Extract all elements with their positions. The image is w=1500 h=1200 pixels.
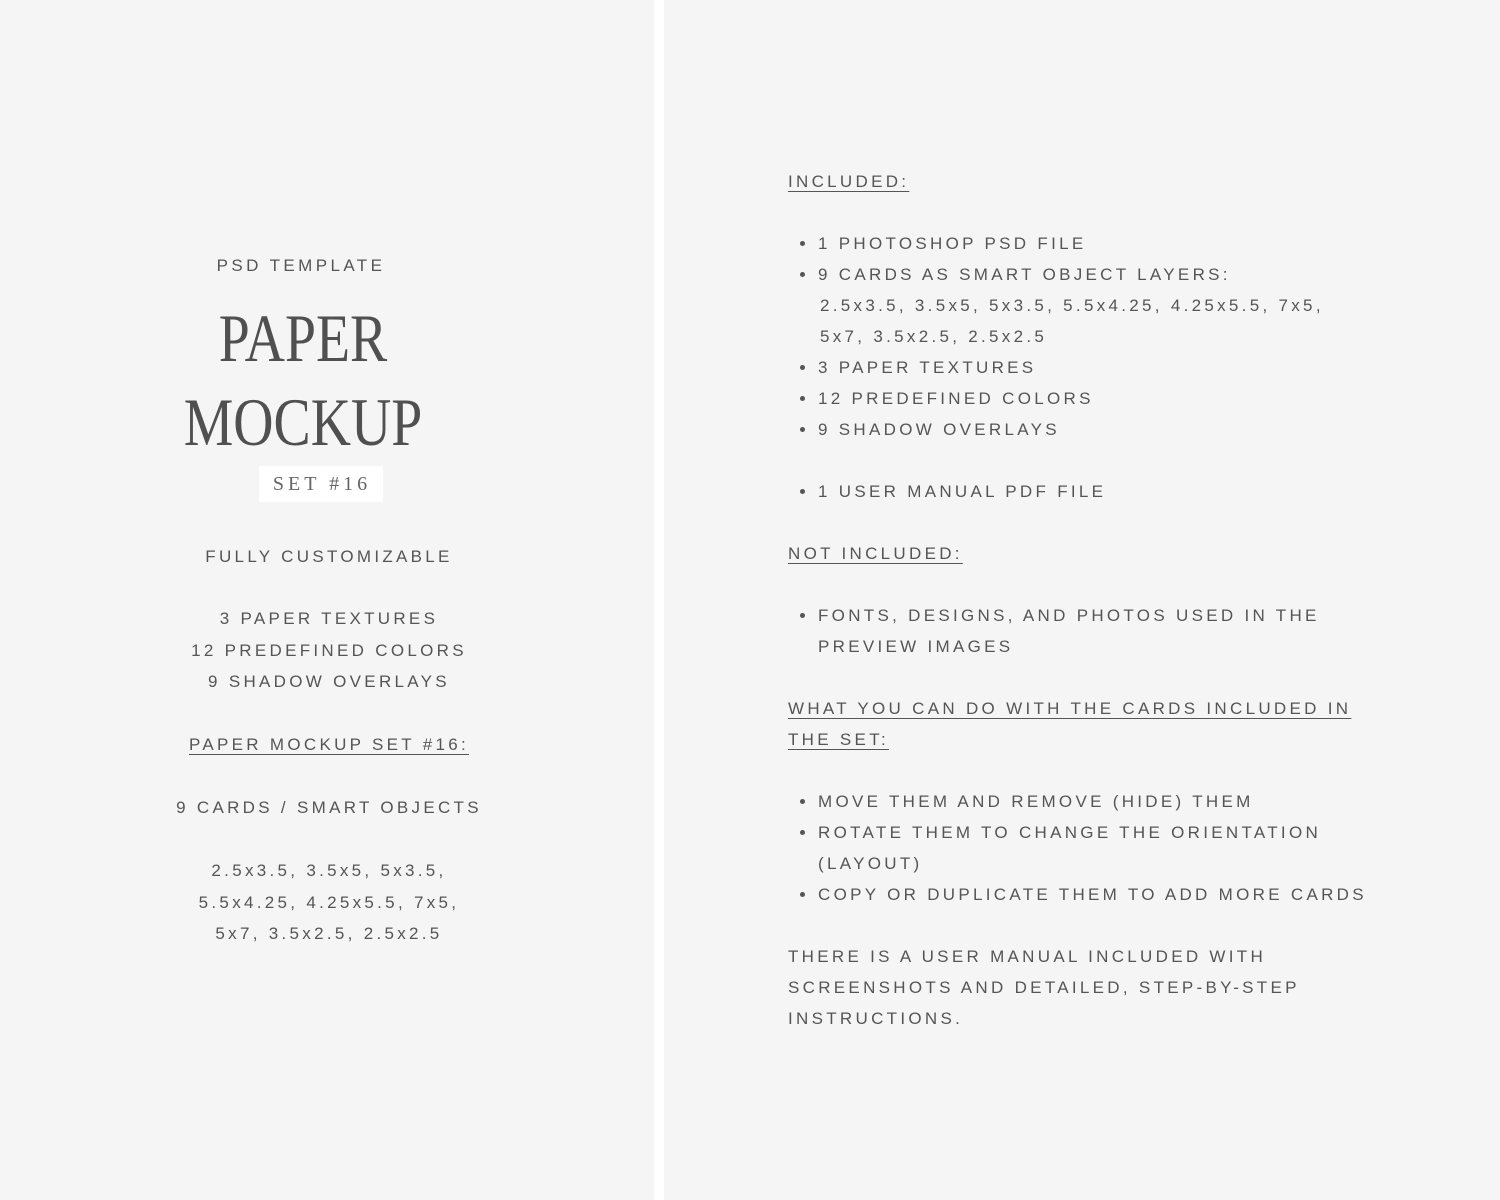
what-item: COPY OR DUPLICATE THEM TO ADD MORE CARDS: [788, 879, 1408, 910]
included-heading: [788, 166, 1408, 197]
manual-note-line: SCREENSHOTS AND DETAILED, STEP-BY-STEP: [788, 978, 1300, 997]
included-size-line: 2.5x3.5, 3.5x5, 5x3.5, 5.5x4.25, 4.25x5.5, 7x5,: [820, 296, 1324, 315]
set-badge: SET #16: [259, 466, 383, 502]
not-included-line: PREVIEW IMAGES: [818, 637, 1014, 656]
what-item-line: ROTATE THEM TO CHANGE THE ORIENTATION: [818, 823, 1322, 842]
not-included-heading-text: NOT INCLUDED:: [788, 544, 963, 563]
size-line: 2.5x3.5, 3.5x5, 5x3.5,: [211, 861, 447, 880]
set-heading: [2, 729, 656, 761]
feature-item: 9 SHADOW OVERLAYS: [208, 672, 450, 691]
feature-item: 12 PREDEFINED COLORS: [191, 640, 467, 660]
included-item: [788, 259, 1408, 352]
size-line: 5.5x4.25, 4.25x5.5, 7x5,: [198, 892, 460, 912]
manual-note-line: THERE IS A USER MANUAL INCLUDED WITH: [788, 947, 1267, 966]
included-heading-text: INCLUDED:: [788, 172, 910, 191]
what-item-line: (LAYOUT): [818, 854, 923, 873]
left-panel: [0, 0, 654, 1200]
included-item: 3 PAPER TEXTURES: [788, 352, 1408, 383]
manual-list: [788, 476, 1408, 507]
what-item: [788, 817, 1408, 879]
manual-note-line: INSTRUCTIONS.: [788, 1009, 964, 1028]
not-included-list: [788, 600, 1408, 662]
what-list: [788, 786, 1408, 910]
cards-line: 9 CARDS / SMART OBJECTS: [176, 798, 482, 817]
included-size-line: 5x7, 3.5x2.5, 2.5x2.5: [820, 327, 1048, 346]
included-item: 9 SHADOW OVERLAYS: [788, 414, 1408, 445]
title-line-1: PAPER: [218, 300, 388, 376]
feature-list: [2, 603, 656, 698]
set-badge-wrap: [0, 466, 648, 502]
size-line: 5x7, 3.5x2.5, 2.5x2.5: [215, 924, 443, 943]
included-item-text: 9 CARDS AS SMART OBJECT LAYERS:: [818, 265, 1231, 284]
included-item: 12 PREDEFINED COLORS: [788, 383, 1408, 414]
feature-item: 3 PAPER TEXTURES: [219, 609, 439, 628]
what-item: MOVE THEM AND REMOVE (HIDE) THEM: [788, 786, 1408, 817]
manual-item: 1 USER MANUAL PDF FILE: [788, 476, 1408, 507]
sizes-list: [2, 855, 656, 950]
fully-customizable-text: FULLY CUSTOMIZABLE: [205, 547, 453, 566]
manual-note: [788, 941, 1408, 1034]
not-included-item: [788, 600, 1408, 662]
what-heading-line: THE SET:: [788, 730, 890, 749]
product-title: [35, 296, 571, 464]
what-heading: [788, 693, 1408, 755]
set-heading-text: PAPER MOCKUP SET #16:: [189, 735, 469, 754]
not-included-heading: [788, 538, 1408, 569]
included-list: [788, 228, 1408, 445]
included-item: 1 PHOTOSHOP PSD FILE: [788, 228, 1408, 259]
title-line-2: MOCKUP: [183, 384, 423, 460]
not-included-line: FONTS, DESIGNS, AND PHOTOS USED IN THE: [818, 606, 1320, 625]
kicker-text: PSD TEMPLATE: [216, 256, 386, 275]
what-heading-line: WHAT YOU CAN DO WITH THE CARDS INCLUDED IN: [788, 699, 1352, 718]
